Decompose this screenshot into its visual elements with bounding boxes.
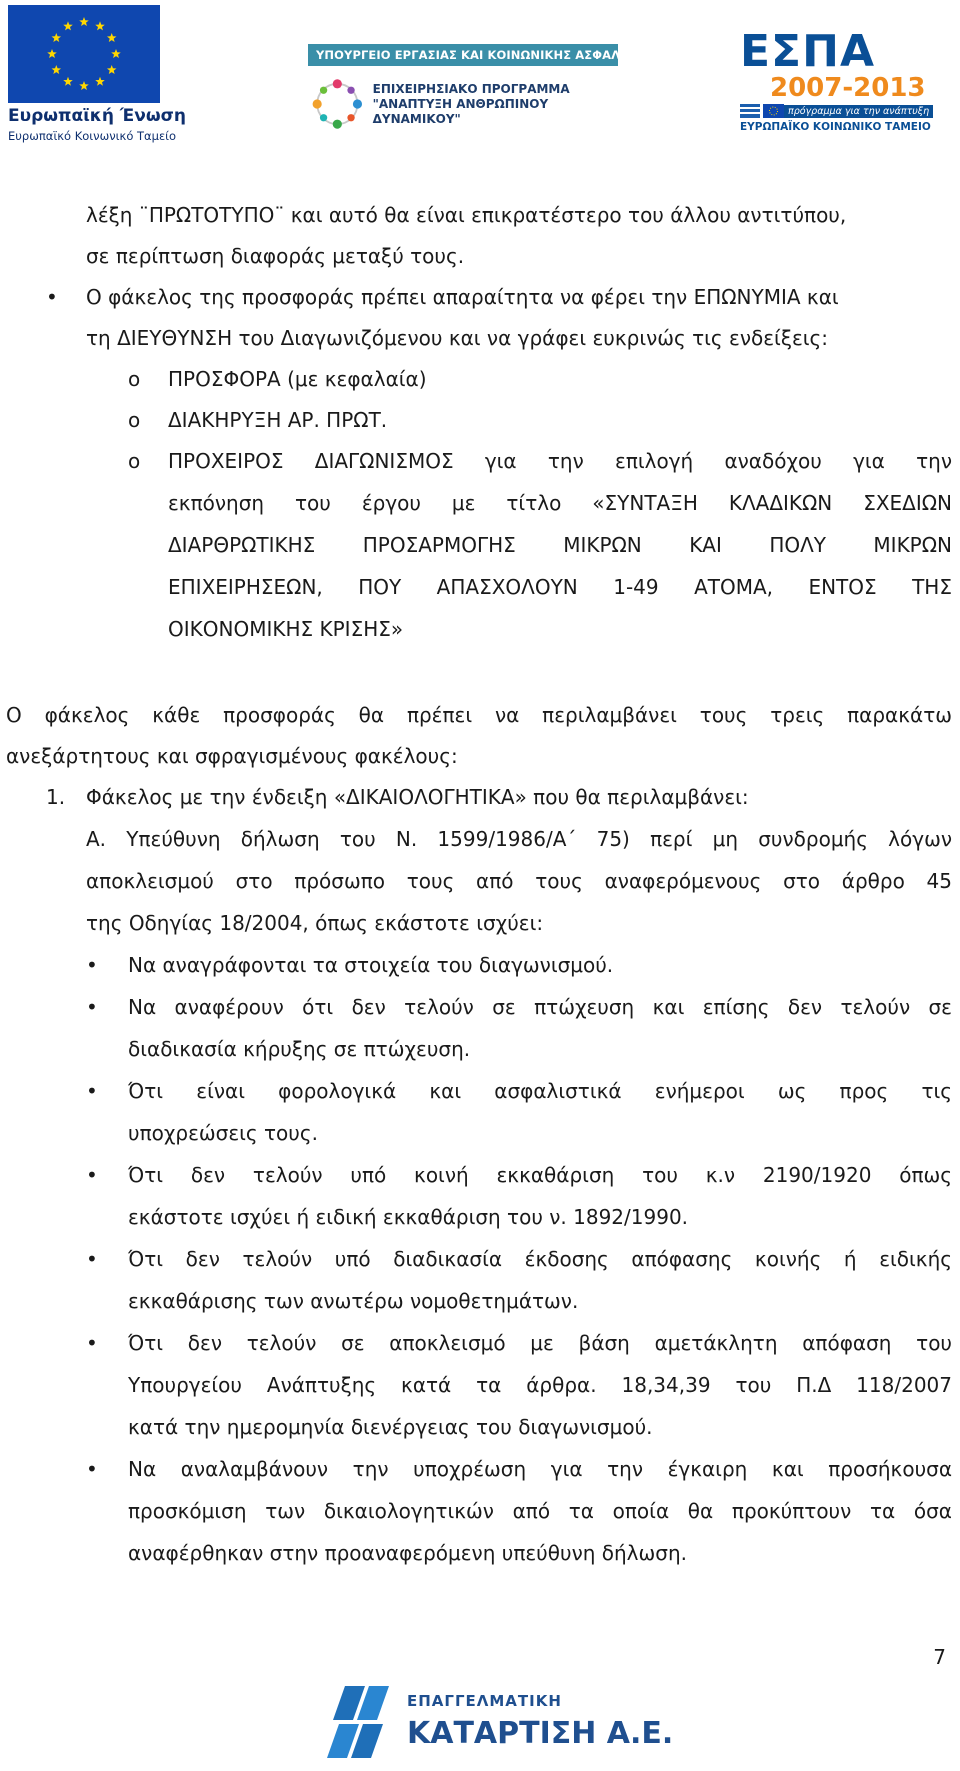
sub-bullet-icon: o: [128, 449, 141, 473]
sub-item: ΔΙΑΡΘΡΩΤΙΚΗΣ ΠΡΟΣΑΡΜΟΓΗΣ ΜΙΚΡΩΝ ΚΑΙ ΠΟΛΥ ΜΙΚΡΩΝ: [168, 533, 952, 557]
requirement-item: Ότι είναι φορολογικά και ασφαλιστικά ενήμεροι ως προς τις: [128, 1079, 952, 1103]
bullet-icon: •: [86, 1331, 98, 1355]
ministry-title: ΥΠΟΥΡΓΕΙΟ ΕΡΓΑΣΙΑΣ ΚΑΙ ΚΟΙΝΩΝΙΚΗΣ ΑΣΦΑΛΙΣΗΣ: [308, 44, 618, 66]
sub-item: εκπόνηση του έργου με τίτλο «ΣΥΝΤΑΞΗ ΚΛΑΔΙΚΩΝ ΣΧΕΔΙΩΝ: [168, 491, 952, 515]
footer-line1: ΕΠΑΓΓΕΛΜΑΤΙΚΗ: [407, 1692, 562, 1710]
sub-item: ΠΡΟΧΕΙΡΟΣ ΔΙΑΓΩΝΙΣΜΟΣ για την επιλογή αναδόχου για την: [168, 449, 952, 473]
requirement-item: Να αναλαμβάνουν την υποχρέωση για την έγκαιρη και προσήκουσα: [128, 1457, 952, 1481]
requirement-item: υποχρεώσεις τους.: [128, 1121, 318, 1145]
bullet-icon: •: [86, 1457, 98, 1481]
declaration-paragraph: της Οδηγίας 18/2004, όπως εκάστοτε ισχύει:: [86, 911, 544, 935]
espa-logo: [740, 26, 935, 133]
espa-tagline: πρόγραμμα για την ανάπτυξη: [784, 105, 933, 118]
requirement-item: διαδικασία κήρυξης σε πτώχευση.: [128, 1037, 471, 1061]
greek-eu-flags-icon: [740, 104, 784, 118]
bullet-icon: •: [86, 1247, 98, 1271]
paragraph: ανεξάρτητους και σφραγισμένους φακέλους:: [6, 744, 458, 768]
company-emblem-icon: [325, 1680, 403, 1760]
requirement-item: εκκαθάρισης των ανωτέρω νομοθετημάτων.: [128, 1289, 579, 1313]
program-emblem-icon: [308, 72, 367, 136]
item-number: 1.: [46, 785, 66, 809]
program-name-line2: "ΑΝΑΠΤΥΞΗ ΑΝΘΡΩΠΙΝΟΥ ΔΥΝΑΜΙΚΟΥ": [372, 96, 549, 126]
paragraph: Ο φάκελος κάθε προσφοράς θα πρέπει να περιλαμβάνει τους τρεις παρακάτω: [6, 703, 952, 727]
espa-fund: ΕΥΡΩΠΑΪΚΟ ΚΟΙΝΩΝΙΚΟ ΤΑΜΕΙΟ: [740, 121, 931, 133]
bullet-icon: •: [86, 995, 98, 1019]
eu-flag-icon: [8, 5, 160, 103]
sub-bullet-icon: o: [128, 408, 141, 432]
requirement-item: Ότι δεν τελούν σε αποκλεισμό με βάση αμετάκλητη απόφαση του: [128, 1331, 952, 1355]
page-number: 7: [933, 1645, 946, 1669]
bullet-icon: •: [46, 285, 58, 309]
eu-fund-label: Ευρωπαϊκό Κοινωνικό Ταμείο: [8, 129, 177, 143]
continuation-line: λέξη ¨ΠΡΩΤΟΤΥΠΟ¨ και αυτό θα είναι επικρατέστερο του άλλου αντιτύπου,: [86, 203, 847, 227]
continuation-line: σε περίπτωση διαφοράς μεταξύ τους.: [86, 244, 465, 268]
sub-bullet-icon: o: [128, 367, 141, 391]
espa-years: 2007-2013: [770, 73, 926, 103]
sub-item: ΟΙΚΟΝΟΜΙΚΗΣ ΚΡΙΣΗΣ»: [168, 617, 404, 641]
footer-logo: [325, 1680, 674, 1760]
requirement-item: Ότι δεν τελούν υπό κοινή εκκαθάριση του κ.ν 2190/1920 όπως: [128, 1163, 952, 1187]
requirement-item: εκάστοτε ισχύει ή ειδική εκκαθάριση του ν. 1892/1990.: [128, 1205, 689, 1229]
bullet-icon: •: [86, 953, 98, 977]
espa-title: ΕΣΠΑ: [740, 26, 875, 77]
item-text: Φάκελος με την ένδειξη «ΔΙΚΑΙΟΛΟΓΗΤΙΚΑ» που θα περιλαμβάνει:: [86, 785, 749, 809]
envelope-paragraph: Ο φάκελος της προσφοράς πρέπει απαραίτητα να φέρει την ΕΠΩΝΥΜΙΑ και: [86, 285, 839, 309]
eu-logo: [8, 5, 186, 143]
declaration-paragraph: αποκλεισμού στο πρόσωπο τους από τους αναφερόμενους στο άρθρο 45: [86, 869, 952, 893]
requirement-item: Ότι δεν τελούν υπό διαδικασία έκδοσης απόφασης κοινής ή ειδικής: [128, 1247, 952, 1271]
declaration-paragraph: Α. Υπεύθυνη δήλωση του Ν. 1599/1986/Α΄ 75) περί μη συνδρομής λόγων: [86, 827, 952, 851]
ministry-logo: [308, 44, 651, 136]
program-name-line1: ΕΠΙΧΕΙΡΗΣΙΑΚΟ ΠΡΟΓΡΑΜΜΑ: [372, 81, 570, 96]
sub-item: ΔΙΑΚΗΡΥΞΗ ΑΡ. ΠΡΩΤ.: [168, 408, 388, 432]
requirement-item: κατά την ημερομηνία διενέργειας του διαγωνισμού.: [128, 1415, 653, 1439]
bullet-icon: •: [86, 1079, 98, 1103]
bullet-icon: •: [86, 1163, 98, 1187]
requirement-item: Να αναφέρουν ότι δεν τελούν σε πτώχευση και επίσης δεν τελούν σε: [128, 995, 952, 1019]
footer-line2: ΚΑΤΑΡΤΙΣΗ Α.Ε.: [407, 1716, 674, 1751]
requirement-item: αναφέρθηκαν στην προαναφερόμενη υπεύθυνη δήλωση.: [128, 1541, 687, 1565]
sub-item: ΠΡΟΣΦΟΡΑ (με κεφαλαία): [168, 367, 427, 391]
requirement-item: προσκόμιση των δικαιολογητικών από τα οποία θα προκύπτουν τα όσα: [128, 1499, 952, 1523]
envelope-paragraph: τη ΔΙΕΥΘΥΝΣΗ του Διαγωνιζόμενου και να γράφει ευκρινώς τις ενδείξεις:: [86, 326, 829, 350]
requirement-item: Υπουργείου Ανάπτυξης κατά τα άρθρα. 18,34,39 του Π.Δ 118/2007: [128, 1373, 952, 1397]
eu-label: Ευρωπαϊκή Ένωση: [8, 106, 186, 126]
requirement-item: Να αναγράφονται τα στοιχεία του διαγωνισμού.: [128, 953, 614, 977]
sub-item: ΕΠΙΧΕΙΡΗΣΕΩΝ, ΠΟΥ ΑΠΑΣΧΟΛΟΥΝ 1-49 ΑΤΟΜΑ, ΕΝΤΟΣ ΤΗΣ: [168, 575, 952, 599]
